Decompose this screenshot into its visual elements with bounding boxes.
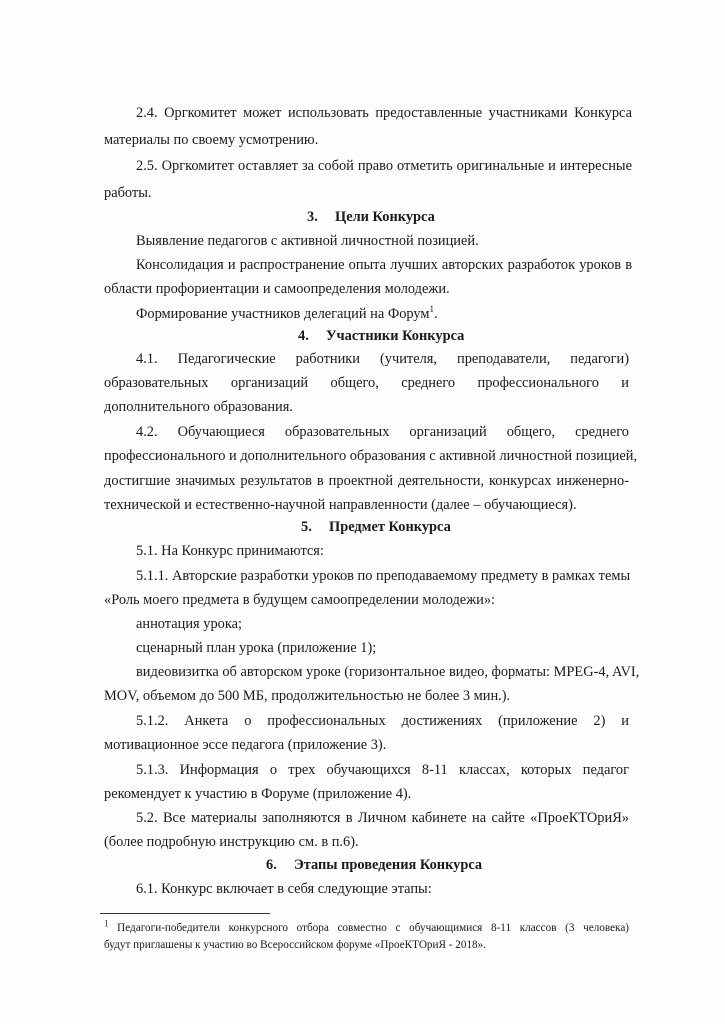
paragraph-line: «Роль моего предмета в будущем самоопределении молодежи»:	[104, 592, 496, 608]
footnote-line: будут приглашены к участию во Всероссийском форуме «ПроеКТОриЯ - 2018».	[104, 939, 487, 951]
paragraph-line: MOV, объемом до 500 МБ, продолжительностью не более 3 мин.).	[104, 688, 511, 704]
paragraph-line: работы.	[104, 185, 152, 201]
section-number: 4.	[298, 328, 309, 344]
section-heading	[298, 327, 464, 345]
paragraph-line: 5.2. Все материалы заполняются в Личном кабинете на сайте «ПроеКТОриЯ»	[136, 810, 629, 826]
section-heading	[301, 518, 451, 536]
footnote-divider	[100, 913, 270, 914]
paragraph-line: 2.4. Оргкомитет может использовать предоставленные участниками Конкурса	[136, 105, 632, 121]
footnote-marker: 1	[429, 304, 435, 315]
paragraph-line: области профориентации и самоопределения молодежи.	[104, 281, 450, 297]
section-number: 6.	[266, 857, 277, 873]
paragraph-line: дополнительного образования.	[104, 399, 293, 415]
paragraph-line: 5.1. На Конкурс принимаются:	[136, 543, 324, 559]
section-heading	[307, 208, 435, 226]
paragraph-line: 5.1.1. Авторские разработки уроков по преподаваемому предмету в рамках темы	[136, 568, 631, 584]
section-title: Цели Конкурса	[335, 209, 435, 225]
paragraph-line: 5.1.2. Анкета о профессиональных достижениях (приложение 2) и	[136, 713, 629, 729]
footnote-text: Педагоги-победители конкурсного отбора совместно с обучающимися 8-11 классов (3 человека)	[117, 922, 630, 934]
section-title: Предмет Конкурса	[329, 519, 451, 535]
paragraph-line: образовательных организаций общего, среднего профессионального и	[104, 375, 629, 391]
paragraph-line: (более подробную инструкцию см. в п.6).	[104, 834, 359, 850]
paragraph-line: Выявление педагогов с активной личностной позицией.	[136, 233, 479, 249]
section-title: Этапы проведения Конкурса	[294, 857, 483, 873]
paragraph-line: видеовизитка об авторском уроке (горизонтальное видео, форматы: MPEG-4, AVI,	[136, 664, 640, 680]
section-title: Участники Конкурса	[326, 328, 465, 344]
paragraph-line: Консолидация и распространение опыта лучших авторских разработок уроков в	[136, 257, 632, 273]
paragraph-line: рекомендует к участию в Форуме (приложение 4).	[104, 786, 412, 802]
paragraph-line: материалы по своему усмотрению.	[104, 132, 319, 148]
paragraph-line: достигшие значимых результатов в проектной деятельности, конкурсах инженерно-	[104, 473, 629, 489]
paragraph-line: 5.1.3. Информация о трех обучающихся 8-11 классах, которых педагог	[136, 762, 629, 778]
paragraph-line: профессионального и дополнительного образования с активной личностной позицией,	[104, 448, 638, 464]
paragraph-text: Формирование участников делегаций на Форум	[136, 306, 430, 322]
paragraph-line: мотивационное эссе педагога (приложение 3).	[104, 737, 387, 753]
section-number: 3.	[307, 209, 318, 225]
paragraph-tail: .	[434, 306, 438, 322]
paragraph-line: 4.1. Педагогические работники (учителя, преподаватели, педагоги)	[136, 351, 629, 367]
footnote-marker: 1	[104, 918, 109, 929]
paragraph-line: 6.1. Конкурс включает в себя следующие этапы:	[136, 881, 432, 897]
section-heading	[266, 856, 482, 874]
paragraph-line: 2.5. Оргкомитет оставляет за собой право отметить оригинальные и интересные	[136, 158, 632, 174]
paragraph-line: сценарный план урока (приложение 1);	[136, 640, 377, 656]
paragraph-line	[136, 305, 438, 323]
paragraph-line: технической и естественно-научной направленности (далее – обучающиеся).	[104, 497, 577, 513]
paragraph-line: аннотация урока;	[136, 616, 243, 632]
paragraph-line: 4.2. Обучающиеся образовательных организаций общего, среднего	[136, 424, 629, 440]
footnote-line	[104, 918, 630, 936]
section-number: 5.	[301, 519, 312, 535]
